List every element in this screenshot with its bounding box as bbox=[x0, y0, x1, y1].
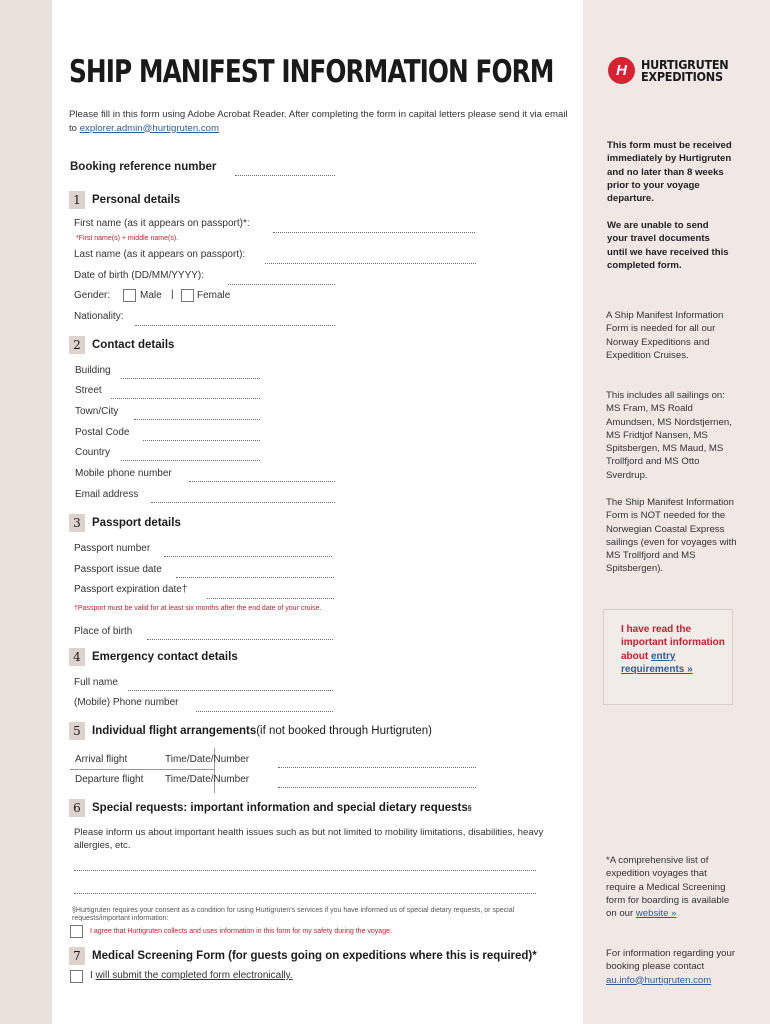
section-number: 5 bbox=[69, 722, 85, 740]
birthplace-field[interactable] bbox=[147, 639, 333, 640]
logo-mark-icon: H bbox=[608, 57, 635, 84]
booking-reference-label: Booking reference number bbox=[70, 161, 217, 173]
consent-checkbox[interactable] bbox=[70, 925, 83, 938]
section-title-footnote-mark: § bbox=[467, 804, 472, 812]
section-title: Emergency contact details bbox=[92, 651, 238, 663]
emergency-name-field[interactable] bbox=[128, 690, 333, 691]
special-requests-intro: Please inform us about important health issues such as but not limited to mobility limitations, disabilities, heavy allergies, etc. bbox=[74, 827, 544, 851]
page-title: SHIP MANIFEST INFORMATION FORM bbox=[69, 54, 554, 90]
intro-text bbox=[69, 108, 569, 135]
first-name-label: First name (as it appears on passport)*: bbox=[74, 218, 250, 229]
section-title: Special requests: important information and special dietary requests bbox=[92, 802, 468, 814]
section-passport-details bbox=[69, 514, 181, 532]
arrival-time-label: Time/Date/Number bbox=[165, 754, 250, 765]
section-number: 6 bbox=[69, 799, 85, 817]
section-title-suffix: (if not booked through Hurtigruten) bbox=[256, 725, 433, 737]
section-flight-arrangements bbox=[69, 722, 432, 740]
entry-requirements-prefix: I have read the important information about bbox=[621, 624, 725, 662]
arrival-time-field[interactable] bbox=[278, 767, 476, 768]
street-label: Street bbox=[75, 385, 102, 396]
arrival-flight-label: Arrival flight bbox=[75, 754, 128, 765]
last-name-label: Last name (as it appears on passport): bbox=[74, 249, 246, 260]
logo-text bbox=[641, 56, 729, 84]
section-number: 1 bbox=[69, 191, 85, 209]
logo-line-2: EXPEDITIONS bbox=[641, 68, 723, 84]
consent-agree-label: I agree that Hurtigruten collects and uses information in this form for my safety during the voyage. bbox=[90, 928, 392, 935]
website-link[interactable]: website » bbox=[635, 908, 677, 920]
passport-number-field[interactable] bbox=[164, 556, 332, 557]
passport-expiry-field[interactable] bbox=[207, 598, 334, 599]
intro-instructions: Please fill in this form using Adobe Acrobat Reader. After completing the form in capital letters please send it via email to bbox=[69, 109, 568, 134]
birthplace-label: Place of birth bbox=[74, 626, 133, 637]
info-email-link[interactable]: au.info@hurtigruten.com bbox=[606, 974, 712, 986]
logo-line-1: HURTIGRUTEN bbox=[641, 56, 729, 72]
dob-field[interactable] bbox=[228, 284, 335, 285]
medical-list-text bbox=[606, 854, 738, 920]
medical-submit-prefix: I bbox=[90, 970, 96, 981]
medical-submit-label bbox=[90, 970, 293, 981]
country-field[interactable] bbox=[121, 460, 260, 461]
first-name-field[interactable] bbox=[273, 232, 475, 233]
medical-submit-text: will submit the completed form electronically. bbox=[95, 970, 293, 981]
entry-requirements-box bbox=[603, 609, 733, 705]
passport-issue-field[interactable] bbox=[176, 577, 334, 578]
section-title: Contact details bbox=[92, 339, 175, 351]
admin-email-link[interactable]: explorer.admin@hurtigruten.com bbox=[79, 122, 220, 134]
manifest-not-needed-text: The Ship Manifest Information Form is NOT needed for the Norwegian Coastal Express sailings (even for voyages with MS Trollfjord and MS Spitsbergen). bbox=[606, 497, 737, 575]
female-label: Female bbox=[197, 290, 231, 301]
street-field[interactable] bbox=[111, 398, 260, 399]
form-page bbox=[52, 0, 583, 1024]
female-checkbox[interactable] bbox=[181, 289, 194, 302]
email-label: Email address bbox=[75, 489, 139, 500]
emergency-name-label: Full name bbox=[74, 677, 118, 688]
nationality-label: Nationality: bbox=[74, 311, 124, 322]
passport-number-label: Passport number bbox=[74, 543, 151, 554]
first-name-note: *First name(s) + middle name(s). bbox=[76, 235, 179, 242]
section-title: Personal details bbox=[92, 194, 181, 206]
town-label: Town/City bbox=[75, 406, 119, 417]
country-label: Country bbox=[75, 447, 111, 458]
section-number: 4 bbox=[69, 648, 85, 666]
section-number: 3 bbox=[69, 514, 85, 532]
special-requests-field-1[interactable] bbox=[74, 870, 536, 871]
postal-field[interactable] bbox=[143, 440, 260, 441]
dob-label: Date of birth (DD/MM/YYYY): bbox=[74, 270, 205, 281]
section-title: Medical Screening Form (for guests going on expeditions where this is required)* bbox=[92, 950, 537, 962]
passport-validity-note: †Passport must be valid for at least six months after the end date of your cruise. bbox=[74, 605, 322, 612]
mobile-label: Mobile phone number bbox=[75, 468, 172, 479]
postal-label: Postal Code bbox=[75, 427, 130, 438]
male-label: Male bbox=[140, 290, 162, 301]
consent-note: §Hurtigruten requires your consent as a condition for using Hurtigruten's services if you have informed us of special dietary requests, or special requests/important information: bbox=[72, 907, 515, 922]
entry-requirements-link[interactable]: entry requirements » bbox=[621, 650, 693, 676]
hurtigruten-logo bbox=[608, 57, 738, 84]
section-number: 2 bbox=[69, 336, 85, 354]
section-title: Passport details bbox=[92, 517, 181, 529]
manifest-needed-text: A Ship Manifest Information Form is needed for all our Norway Expeditions and Expedition Cruises. bbox=[606, 310, 724, 361]
departure-time-label: Time/Date/Number bbox=[165, 774, 250, 785]
departure-flight-label: Departure flight bbox=[75, 774, 144, 785]
passport-expiry-label: Passport expiration date† bbox=[74, 584, 188, 595]
building-label: Building bbox=[75, 365, 111, 376]
section-special-requests bbox=[69, 799, 472, 817]
booking-info-body: For information regarding your booking please contact bbox=[606, 948, 736, 973]
section-personal-details bbox=[69, 191, 180, 209]
section-emergency-contact bbox=[69, 648, 238, 666]
booking-reference-field[interactable] bbox=[235, 175, 335, 176]
passport-issue-label: Passport issue date bbox=[74, 564, 162, 575]
deadline-notice: This form must be received immediately by Hurtigruten and no later than 8 weeks prior to your voyage departure. bbox=[607, 140, 732, 205]
section-medical-screening bbox=[69, 947, 537, 965]
booking-info-text bbox=[606, 947, 754, 987]
mobile-field[interactable] bbox=[189, 481, 335, 482]
departure-time-field[interactable] bbox=[278, 787, 476, 788]
email-field[interactable] bbox=[151, 502, 335, 503]
section-title: Individual flight arrangements bbox=[92, 725, 257, 737]
documents-notice: We are unable to send your travel documents until we have received this completed form. bbox=[607, 220, 729, 271]
male-checkbox[interactable] bbox=[123, 289, 136, 302]
section-number: 7 bbox=[69, 947, 85, 965]
entry-requirements-text bbox=[621, 623, 729, 677]
section-contact-details bbox=[69, 336, 174, 354]
emergency-phone-field[interactable] bbox=[196, 711, 333, 712]
special-requests-field-2[interactable] bbox=[74, 893, 536, 894]
gender-divider: | bbox=[171, 289, 174, 300]
sailings-included-text: This includes all sailings on: MS Fram, MS Roald Amundsen, MS Nordstjernen, MS Fridtjof Nansen, MS Spitsbergen, MS Maud, MS Trollfjord and MS Otto Sverdrup. bbox=[606, 390, 732, 481]
nationality-field[interactable] bbox=[135, 325, 335, 326]
emergency-phone-label: (Mobile) Phone number bbox=[74, 697, 179, 708]
town-field[interactable] bbox=[134, 419, 260, 420]
medical-submit-checkbox[interactable] bbox=[70, 970, 83, 983]
gender-label: Gender: bbox=[74, 290, 111, 301]
building-field[interactable] bbox=[121, 378, 260, 379]
medical-list-body: *A comprehensive list of expedition voyages that require a Medical Screening form for boarding is available on our bbox=[606, 855, 730, 920]
last-name-field[interactable] bbox=[265, 263, 476, 264]
